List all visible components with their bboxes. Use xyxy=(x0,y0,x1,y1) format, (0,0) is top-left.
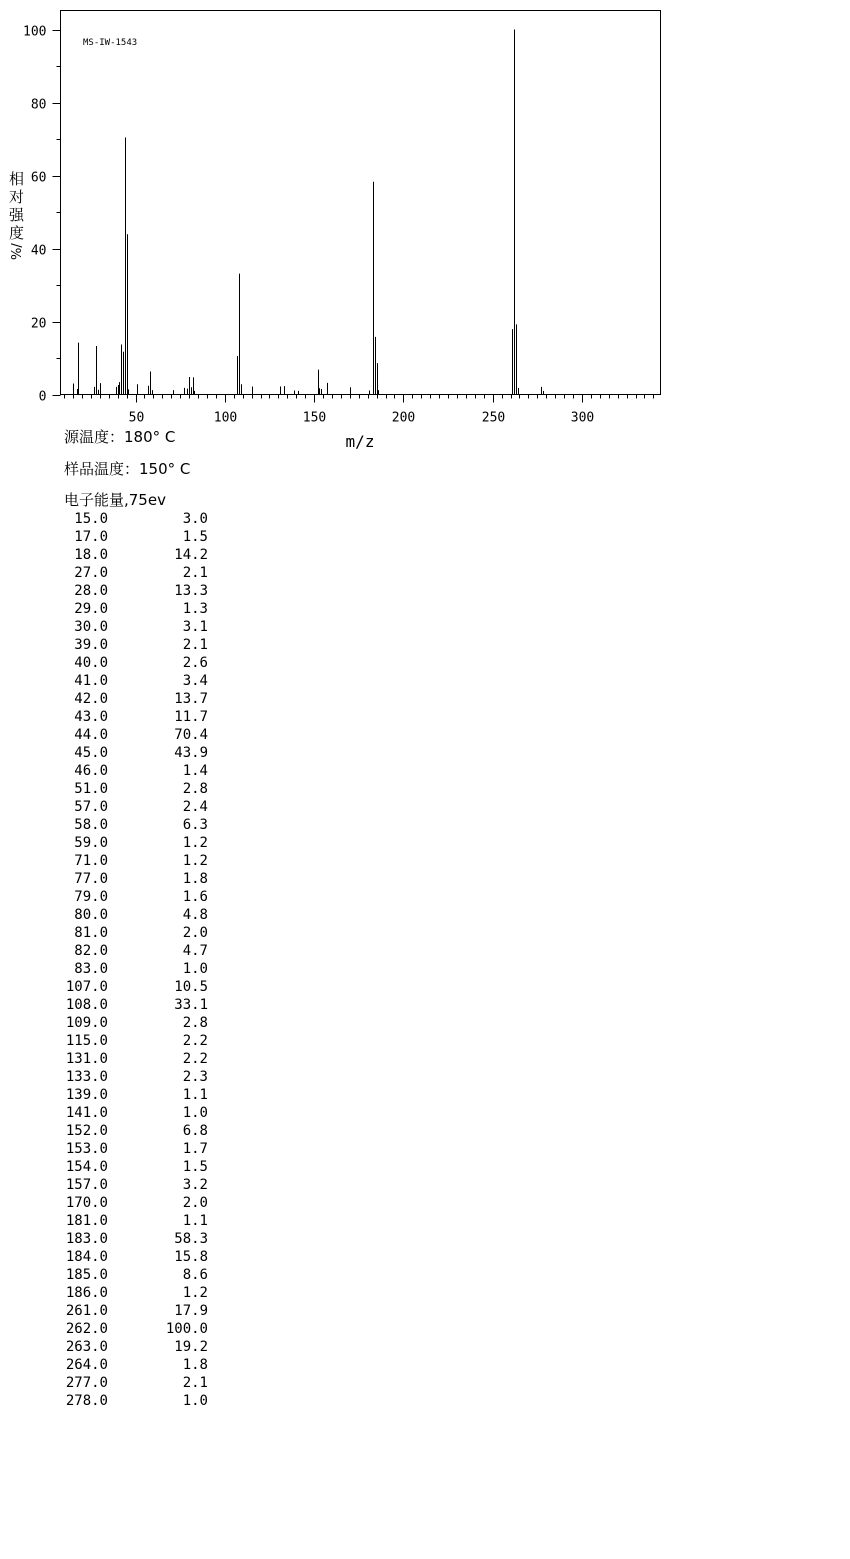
x-tick-label: 250 xyxy=(481,410,506,426)
source-temperature: 源温度：180° C xyxy=(64,428,176,446)
mz-cell: 139.0 xyxy=(65,1087,108,1103)
intensity-cell: 13.3 xyxy=(174,583,208,599)
sample-temperature: 样品温度：150° C xyxy=(64,460,191,478)
intensity-cell: 1.1 xyxy=(182,1213,208,1229)
intensity-cell: 1.4 xyxy=(182,763,208,779)
x-minor-ticks xyxy=(65,395,654,399)
y-axis-label-prefix: %/ xyxy=(10,243,25,260)
mz-cell: 131.0 xyxy=(65,1051,108,1067)
mz-cell: 262.0 xyxy=(65,1321,108,1337)
intensity-cell: 15.8 xyxy=(174,1249,208,1265)
mz-cell: 81.0 xyxy=(74,925,108,941)
mz-cell: 153.0 xyxy=(65,1141,108,1157)
intensity-cell: 1.6 xyxy=(182,889,208,905)
mz-cell: 264.0 xyxy=(65,1357,108,1373)
intensity-cell: 70.4 xyxy=(174,727,208,743)
y-tick-label: 0 xyxy=(38,389,47,405)
mz-cell: 29.0 xyxy=(74,601,108,617)
intensity-cell: 2.1 xyxy=(182,1375,208,1391)
mz-cell: 152.0 xyxy=(65,1123,108,1139)
mz-cell: 77.0 xyxy=(74,871,108,887)
mz-cell: 57.0 xyxy=(74,799,108,815)
mz-cell: 80.0 xyxy=(74,907,108,923)
intensity-cell: 2.2 xyxy=(182,1033,208,1049)
intensity-cell: 33.1 xyxy=(174,997,208,1013)
intensity-cell: 2.8 xyxy=(182,1015,208,1031)
intensity-cell: 2.2 xyxy=(182,1051,208,1067)
y-ticks-group xyxy=(23,25,60,405)
electron-energy: 电子能量,75ev xyxy=(64,491,166,509)
intensity-cell: 2.8 xyxy=(182,781,208,797)
intensity-cell: 11.7 xyxy=(174,709,208,725)
mz-cell: 58.0 xyxy=(74,817,108,833)
mz-cell: 27.0 xyxy=(74,565,108,581)
intensity-cell: 2.6 xyxy=(182,655,208,671)
mz-cell: 42.0 xyxy=(74,691,108,707)
mz-cell: 28.0 xyxy=(74,583,108,599)
intensity-cell: 100.0 xyxy=(165,1321,208,1337)
mz-cell: 18.0 xyxy=(74,547,108,563)
mz-cell: 51.0 xyxy=(74,781,108,797)
x-tick-label: 300 xyxy=(570,410,595,426)
intensity-cell: 19.2 xyxy=(174,1339,208,1355)
mass-spectrum-chart xyxy=(0,0,850,460)
x-tick-label: 200 xyxy=(391,410,416,426)
intensity-cell: 2.1 xyxy=(182,565,208,581)
intensity-cell: 4.7 xyxy=(182,943,208,959)
x-tick-label: 100 xyxy=(213,410,238,426)
mz-cell: 157.0 xyxy=(65,1177,108,1193)
y-axis-label-char: 强 xyxy=(9,206,25,224)
intensity-cell: 17.9 xyxy=(174,1303,208,1319)
mz-cell: 15.0 xyxy=(74,511,108,527)
mz-cell: 133.0 xyxy=(65,1069,108,1085)
intensity-cell: 1.2 xyxy=(182,1285,208,1301)
intensity-cell: 3.4 xyxy=(182,673,208,689)
intensity-cell: 2.1 xyxy=(182,637,208,653)
mz-cell: 184.0 xyxy=(65,1249,108,1265)
intensity-cell: 14.2 xyxy=(174,547,208,563)
mz-cell: 83.0 xyxy=(74,961,108,977)
intensity-cell: 3.0 xyxy=(182,511,208,527)
mz-cell: 186.0 xyxy=(65,1285,108,1301)
intensity-cell: 1.5 xyxy=(182,1159,208,1175)
intensity-cell: 1.3 xyxy=(182,601,208,617)
intensity-cell: 1.1 xyxy=(182,1087,208,1103)
y-axis-label-char: 对 xyxy=(9,188,25,206)
mz-cell: 277.0 xyxy=(65,1375,108,1391)
mz-cell: 278.0 xyxy=(65,1393,108,1409)
intensity-cell: 1.5 xyxy=(182,529,208,545)
y-axis-label xyxy=(9,170,25,260)
mz-cell: 59.0 xyxy=(74,835,108,851)
mz-cell: 79.0 xyxy=(74,889,108,905)
mz-cell: 109.0 xyxy=(65,1015,108,1031)
intensity-cell: 2.4 xyxy=(182,799,208,815)
mz-cell: 170.0 xyxy=(65,1195,108,1211)
mz-cell: 46.0 xyxy=(74,763,108,779)
y-tick-label: 40 xyxy=(30,243,47,259)
mz-cell: 181.0 xyxy=(65,1213,108,1229)
mz-cell: 82.0 xyxy=(74,943,108,959)
mz-cell: 261.0 xyxy=(65,1303,108,1319)
x-axis-label: m/z xyxy=(345,432,375,451)
mz-cell: 185.0 xyxy=(65,1267,108,1283)
intensity-cell: 3.2 xyxy=(182,1177,208,1193)
intensity-cell: 10.5 xyxy=(174,979,208,995)
mz-cell: 108.0 xyxy=(65,997,108,1013)
intensity-cell: 4.8 xyxy=(182,907,208,923)
intensity-cell: 13.7 xyxy=(174,691,208,707)
mz-cell: 17.0 xyxy=(74,529,108,545)
y-tick-label: 60 xyxy=(30,170,47,186)
intensity-cell: 1.0 xyxy=(182,1393,208,1409)
mz-cell: 115.0 xyxy=(65,1033,108,1049)
mz-cell: 30.0 xyxy=(74,619,108,635)
intensity-cell: 58.3 xyxy=(174,1231,208,1247)
x-tick-label: 50 xyxy=(128,410,145,426)
x-tick-label: 150 xyxy=(302,410,327,426)
y-tick-label: 100 xyxy=(23,24,47,40)
intensity-cell: 6.3 xyxy=(182,817,208,833)
mz-cell: 141.0 xyxy=(65,1105,108,1121)
chart-title: MS-IW-1543 xyxy=(83,38,138,48)
intensity-cell: 43.9 xyxy=(174,745,208,761)
mz-cell: 154.0 xyxy=(65,1159,108,1175)
y-axis-label-char: 度 xyxy=(9,224,25,242)
intensity-cell: 6.8 xyxy=(182,1123,208,1139)
x-ticks-group xyxy=(129,395,595,426)
y-tick-label: 80 xyxy=(30,97,47,113)
plot-frame xyxy=(61,11,661,395)
mz-cell: 40.0 xyxy=(74,655,108,671)
mz-cell: 41.0 xyxy=(74,673,108,689)
intensity-cell: 1.8 xyxy=(182,871,208,887)
y-tick-label: 20 xyxy=(30,316,47,332)
intensity-cell: 2.0 xyxy=(182,1195,208,1211)
intensity-cell: 1.8 xyxy=(182,1357,208,1373)
mz-cell: 71.0 xyxy=(74,853,108,869)
intensity-cell: 1.7 xyxy=(182,1141,208,1157)
mz-cell: 183.0 xyxy=(65,1231,108,1247)
mz-cell: 44.0 xyxy=(74,727,108,743)
peaks-group xyxy=(74,30,544,395)
intensity-cell: 1.2 xyxy=(182,853,208,869)
intensity-cell: 2.3 xyxy=(182,1069,208,1085)
intensity-cell: 3.1 xyxy=(182,619,208,635)
y-axis-label-char: 相 xyxy=(9,170,25,188)
mz-cell: 45.0 xyxy=(74,745,108,761)
mz-cell: 107.0 xyxy=(65,979,108,995)
intensity-cell: 1.0 xyxy=(182,961,208,977)
intensity-cell: 8.6 xyxy=(182,1267,208,1283)
mz-cell: 39.0 xyxy=(74,637,108,653)
intensity-cell: 1.0 xyxy=(182,1105,208,1121)
mz-cell: 263.0 xyxy=(65,1339,108,1355)
intensity-cell: 2.0 xyxy=(182,925,208,941)
mz-cell: 43.0 xyxy=(74,709,108,725)
intensity-cell: 1.2 xyxy=(182,835,208,851)
